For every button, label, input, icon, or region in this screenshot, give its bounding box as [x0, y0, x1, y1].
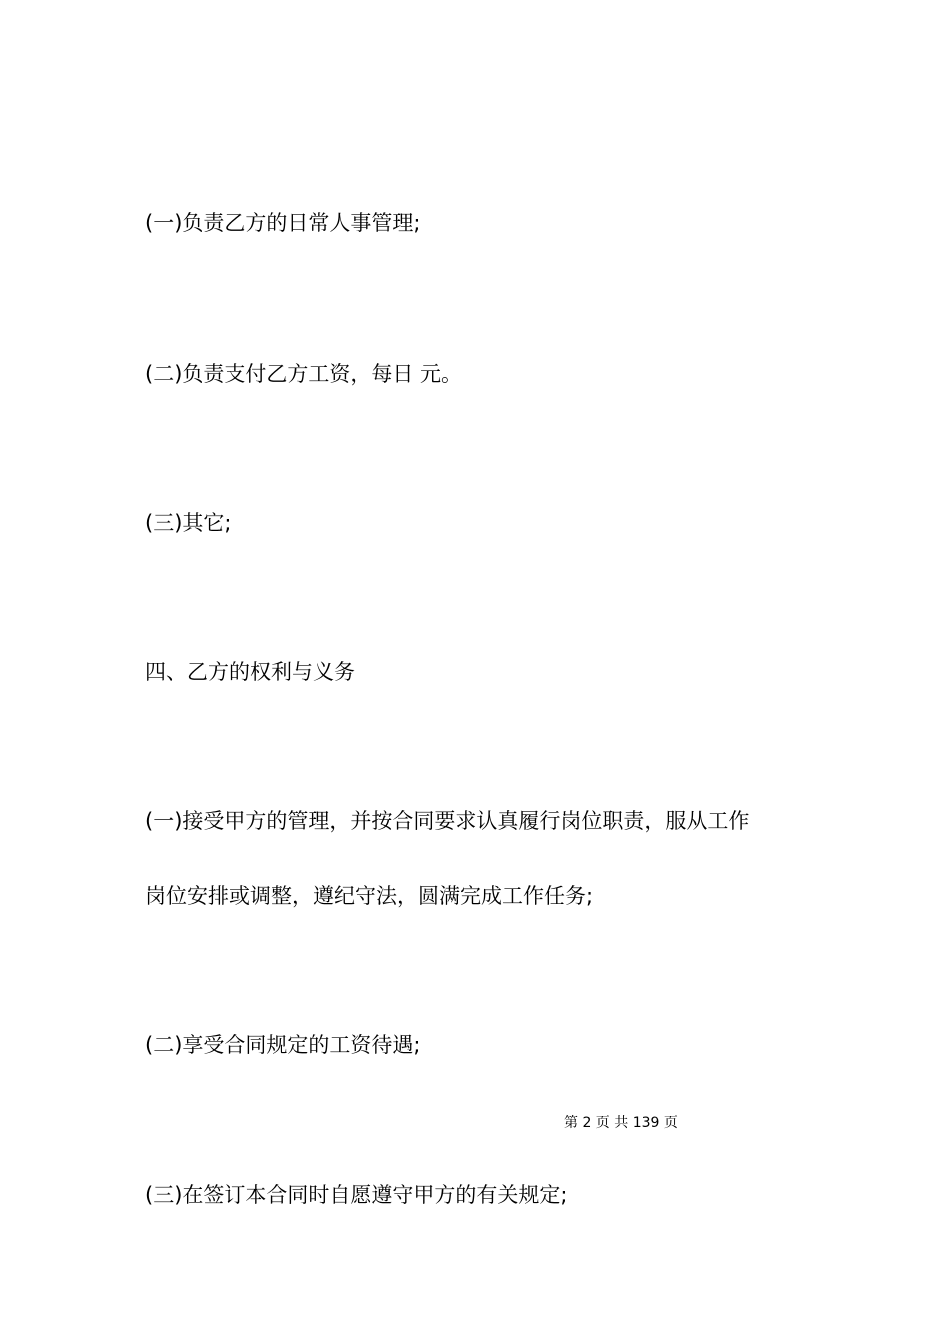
clause-4-1-line-2: 岗位安排或调整，遵纪守法，圆满完成工作任务; — [145, 884, 594, 908]
clause-1-1: (一)负责乙方的日常人事管理; — [145, 211, 421, 235]
clause-4-1-line-1: (一)接受甲方的管理，并按合同要求认真履行岗位职责，服从工作 — [145, 809, 750, 833]
page-footer: 第 2 页 共 139 页 — [564, 1115, 678, 1131]
clause-1-2: (二)负责支付乙方工资，每日 元。 — [145, 362, 463, 386]
section-heading-4: 四、乙方的权利与义务 — [145, 660, 355, 684]
clause-4-3: (三)在签订本合同时自愿遵守甲方的有关规定; — [145, 1183, 568, 1207]
clause-1-3: (三)其它; — [145, 511, 232, 535]
clause-4-2: (二)享受合同规定的工资待遇; — [145, 1033, 421, 1057]
